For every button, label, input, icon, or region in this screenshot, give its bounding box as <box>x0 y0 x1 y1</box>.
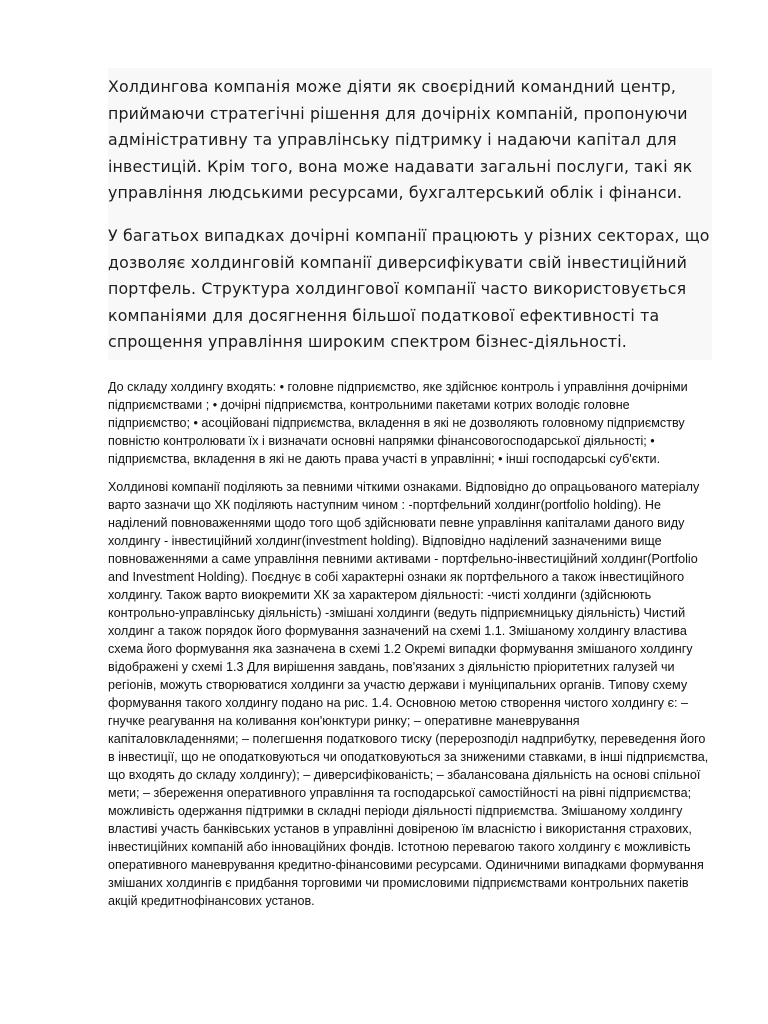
body-paragraph-2: Холдинові компанії поділяють за певними чіткими ознаками. Відповідно до опрацьованого матеріалу варто зазначи що ХК поділяють наступним чином : -портфельний холдинг(portfolio holding). Не наділений повноваженнями щодо того щоб здійснювати певне управління капіталами даного виду холдингу - інвестиційний холдинг(investment holding). Відповідно наділений зазначеними вище повноваженнями а саме управління певними активами - портфельно-інвестиційний холдинг(Portfolio and Investment Holding). Поєднує в собі характерні ознаки як портфельного а також інвестиційного холдингу. Також варто виокремити ХК за характером діяльності: -чисті холдинги (здійснюють контрольно-управлінську діяльність) -змішані холдинги (ведуть підприємницьку діяльність) Чистий холдинг а також порядок його формування зазначений на схемі 1.1. Змішаному холдингу властива схема його формування яка зазначена в схемі 1.2 Окремі випадки формування змішаного холдингу відображені у схемі 1.3 Для вирішення завдань, пов'язаних з діяльністю пріоритетних галузей чи регіонів, можуть створюватися холдинги за участю держави і муніципальних органів. Типову схему формування такого холдингу подано на рис. 1.4. Основною метою створення чистого холдингу є: – гнучке реагування на коливання кон'юнктури ринку; – оперативне маневрування капіталовкладеннями; – полегшення податкового тиску (перерозподіл надприбутку, переведення його в інвестиції, що не оподатковуються чи оподатковуються за зниженими ставками, в інші підприємства, що входять до складу холдингу); – диверсифікованість; – збалансована діяльність на основі спільної мети; – збереження оперативного управління та господарської самостійності на рівні підприємства; можливість одержання підтримки в складні періоди діяльності підприємства. Змішаному холдингу властиві участь банківських установ в управлінні довіреною їм власністю і використання страхових, інвестиційних компаній або інноваційних фондів. Істотною перевагою такого холдингу є можливість оперативного маневрування кредитно-фінансовими ресурсами. Одиничними випадками формування змішаних холдингів є придбання торговими чи промисловими підприємствами контрольних пакетів акцій кредитнофінансових установ. <box>108 479 709 908</box>
body-text <box>108 378 712 910</box>
highlighted-quote-block <box>108 68 712 360</box>
body-paragraph-1: До складу холдингу входять: • головне підприємство, яке здійснює контроль і управління дочірніми підприємствами ; • дочірні підприємства, контрольними пакетами котрих володіє головне підприємство; • асоційовані підприємства, вкладення в які не дозволяють головному підприємству повністю контролювати їх і визначати основні напрямки фінансовогосподарської діяльності; • підприємства, вкладення в які не дають права участі в управлінні; • інші господарські суб'єкти. <box>108 379 688 466</box>
document-page <box>108 68 712 920</box>
quote-paragraph-1: Холдингова компанія може діяти як своєрідний командний центр, приймаючи стратегічні рішення для дочірніх компаній, пропонуючи адміністративну та управлінську підтримку і надаючи капітал для інвестицій. Крім того, вона може надавати загальні послуги, такі як управління людськими ресурсами, бухгалтерський облік і фінанси. <box>108 77 693 203</box>
quote-paragraph-2: У багатьох випадках дочірні компанії працюють у різних секторах, що дозволяє холдинговій компанії диверсифікувати свій інвестиційний портфель. Структура холдингової компанії часто використовується компаніями для досягнення більшої податкової ефективності та спрощення управління широким спектром бізнес-діяльності. <box>108 225 710 352</box>
